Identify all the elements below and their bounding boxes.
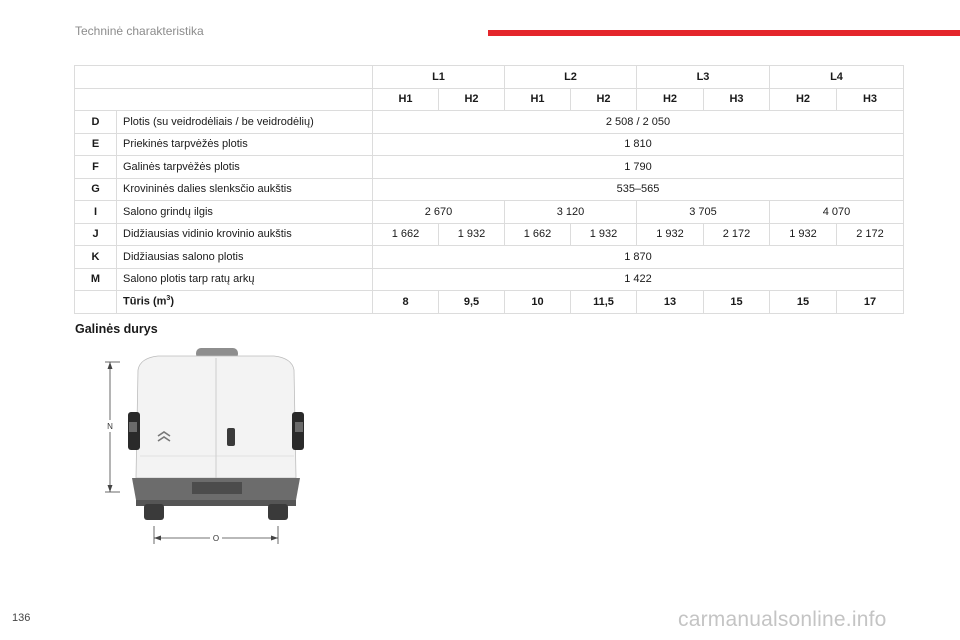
row-label: Salono plotis tarp ratų arkų (117, 268, 373, 291)
rear-doors-van-illustration (96, 340, 316, 552)
row-label: Didžiausias salono plotis (117, 246, 373, 269)
row-value: 1 422 (373, 268, 904, 291)
volume-value: 13 (637, 291, 704, 314)
row-label: Plotis (su veidrodėliais / be veidrodėlių) (117, 111, 373, 134)
height-header: H3 (704, 88, 770, 111)
length-header: L4 (770, 66, 904, 89)
volume-row (75, 291, 904, 314)
height-header: H1 (373, 88, 439, 111)
row-key: M (75, 268, 117, 291)
volume-value: 15 (770, 291, 837, 314)
height-header: H1 (505, 88, 571, 111)
row-value: 535–565 (373, 178, 904, 201)
empty-header-cell (75, 66, 373, 89)
row-key: G (75, 178, 117, 201)
row-label: Salono grindų ilgis (117, 201, 373, 224)
row-value: 1 662 (505, 223, 571, 246)
watermark-text: carmanualsonline.info (678, 608, 887, 631)
dimension-o-label: O (212, 534, 220, 543)
row-label: Priekinės tarpvėžės plotis (117, 133, 373, 156)
empty-header-cell (75, 88, 373, 111)
row-value: 3 120 (505, 201, 637, 224)
row-value: 1 932 (571, 223, 637, 246)
height-header-row (75, 88, 904, 111)
volume-label-text: Tūris (m (123, 296, 167, 309)
volume-label-suffix: ) (170, 296, 174, 309)
row-key: K (75, 246, 117, 269)
row-value: 1 662 (373, 223, 439, 246)
dimensions-table (74, 65, 904, 314)
row-value: 3 705 (637, 201, 770, 224)
table-row (75, 201, 904, 224)
length-header: L2 (505, 66, 637, 89)
header-accent-bar (488, 30, 960, 36)
length-header: L1 (373, 66, 505, 89)
volume-value: 11,5 (571, 291, 637, 314)
row-key: J (75, 223, 117, 246)
length-header-row (75, 66, 904, 89)
row-value: 1 790 (373, 156, 904, 179)
table-row (75, 268, 904, 291)
row-value: 4 070 (770, 201, 904, 224)
row-value: 2 670 (373, 201, 505, 224)
rear-doors-heading: Galinės durys (75, 322, 158, 336)
page-number: 136 (12, 612, 31, 624)
table-row (75, 223, 904, 246)
empty-key-cell (75, 291, 117, 314)
height-header: H2 (571, 88, 637, 111)
volume-value: 9,5 (439, 291, 505, 314)
row-key: F (75, 156, 117, 179)
door-handle-icon (227, 428, 235, 446)
row-label: Krovininės dalies slenksčio aukštis (117, 178, 373, 201)
height-header: H2 (439, 88, 505, 111)
height-header: H2 (770, 88, 837, 111)
row-value: 1 932 (439, 223, 505, 246)
row-label: Galinės tarpvėžės plotis (117, 156, 373, 179)
row-value: 1 870 (373, 246, 904, 269)
van-body (128, 348, 304, 520)
table-row (75, 156, 904, 179)
row-label: Didžiausias vidinio krovinio aukštis (117, 223, 373, 246)
height-header: H2 (637, 88, 704, 111)
volume-label (117, 291, 373, 314)
row-value: 2 172 (704, 223, 770, 246)
volume-value: 17 (837, 291, 904, 314)
table-row (75, 178, 904, 201)
row-key: D (75, 111, 117, 134)
volume-value: 15 (704, 291, 770, 314)
length-header: L3 (637, 66, 770, 89)
row-value: 1 932 (637, 223, 704, 246)
row-value: 1 932 (770, 223, 837, 246)
row-key: I (75, 201, 117, 224)
volume-value: 8 (373, 291, 439, 314)
table-row (75, 111, 904, 134)
dimension-n-label: N (107, 422, 113, 431)
row-value: 1 810 (373, 133, 904, 156)
height-header: H3 (837, 88, 904, 111)
row-value: 2 172 (837, 223, 904, 246)
row-key: E (75, 133, 117, 156)
volume-unit-superscript: 3 (166, 295, 171, 303)
running-header-title: Techninė charakteristika (75, 24, 204, 38)
table-row (75, 133, 904, 156)
table-row (75, 246, 904, 269)
volume-value: 10 (505, 291, 571, 314)
row-value: 2 508 / 2 050 (373, 111, 904, 134)
